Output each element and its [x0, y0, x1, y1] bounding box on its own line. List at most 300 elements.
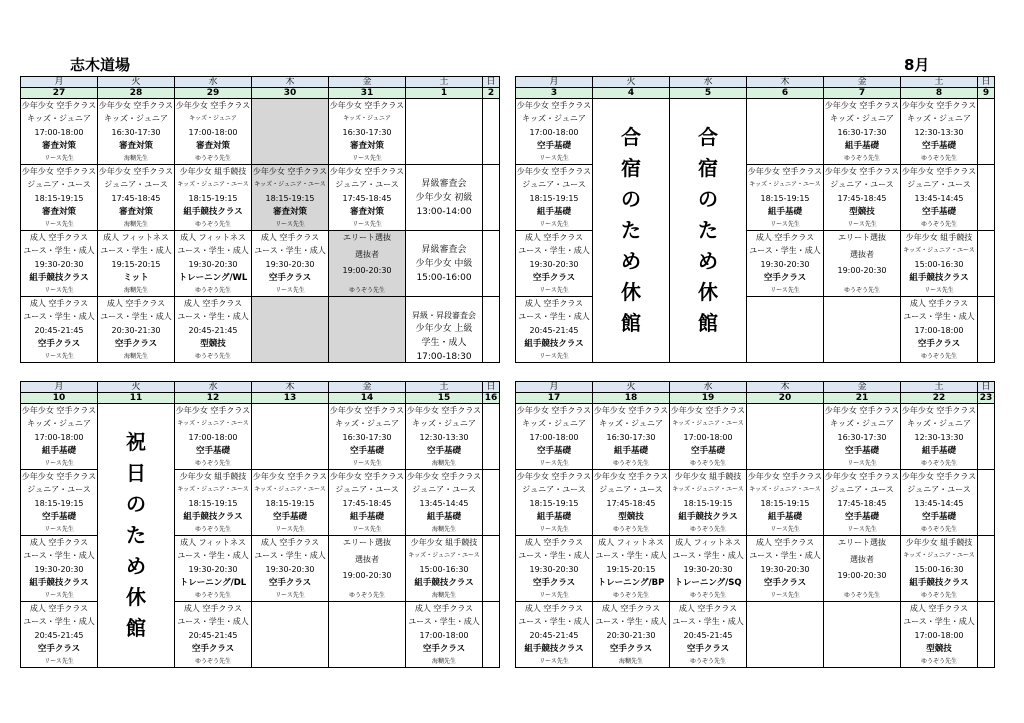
schedule-cell [747, 297, 824, 363]
class-instructor: ゆうぞう先生 [194, 155, 231, 162]
class-content: 空手クラス [268, 272, 312, 283]
class-entry [747, 165, 823, 230]
schedule-cell [252, 602, 329, 668]
class-time: 17:00-18:00 [529, 432, 579, 442]
class-entry [901, 99, 977, 164]
class-entry [593, 536, 669, 601]
class-target: キッズ・ジュニア [599, 419, 663, 429]
day-name-row [21, 382, 500, 393]
class-category: 少年少女 組手競技 [674, 472, 742, 481]
day-name: 火 [593, 382, 670, 393]
day-name: 土 [406, 77, 483, 88]
class-time: 20:45-21:45 [529, 325, 579, 335]
class-content: 空手基礎 [349, 445, 384, 456]
class-instructor: リース先生 [44, 155, 74, 162]
class-content: 空手クラス [763, 577, 807, 588]
schedule-cell [406, 99, 483, 165]
date-cell: 21 [824, 393, 901, 404]
class-entry [516, 297, 592, 362]
schedule-cell [824, 231, 901, 297]
week-table [20, 381, 500, 668]
class-content: 組手競技クラス [183, 511, 243, 522]
class-entry [901, 470, 977, 535]
class-entry [98, 297, 174, 362]
class-entry [329, 231, 405, 296]
class-instructor: リース先生 [924, 287, 954, 294]
schedule-cell [21, 165, 98, 231]
class-entry [901, 231, 977, 296]
date-cell: 15 [406, 393, 483, 404]
class-target: キッズ・ジュニア [189, 115, 237, 123]
day-name: 金 [329, 77, 406, 88]
class-time: 20:45-21:45 [188, 325, 238, 335]
date-cell: 30 [252, 88, 329, 99]
class-category: 成人 空手クラス [106, 299, 166, 308]
date-cell: 7 [824, 88, 901, 99]
class-instructor: リース先生 [275, 221, 305, 228]
class-time: 20:45-21:45 [188, 630, 238, 640]
class-content: 組手競技クラス [909, 577, 969, 588]
class-target: ジュニア・ユース [412, 485, 476, 495]
class-category: 少年少女 空手クラス [516, 167, 592, 176]
class-category: 成人 空手クラス [909, 604, 969, 613]
class-entry [252, 536, 328, 601]
schedule-cell [747, 470, 824, 536]
class-time: 20:45-21:45 [34, 325, 84, 335]
class-time: 19:30-20:30 [34, 259, 84, 269]
class-category: 成人 空手クラス [601, 604, 661, 613]
class-entry [670, 404, 746, 469]
day-name: 土 [406, 382, 483, 393]
class-category: 成人 空手クラス [909, 299, 969, 308]
closed-char: 休 [698, 280, 718, 304]
class-content: 型競技 [200, 338, 226, 349]
class-entry [21, 470, 97, 535]
class-time: 17:45-18:45 [111, 193, 161, 203]
class-category: 成人 フィットネス [598, 538, 664, 547]
closed-char: 館 [126, 616, 146, 640]
class-target: ユース・学生・成人 [254, 551, 326, 561]
class-time: 19:30-20:30 [188, 259, 238, 269]
exam-line: 昇級・昇段審査会 [412, 311, 476, 320]
schedule-cell [21, 470, 98, 536]
schedule-cell [252, 297, 329, 363]
exam-line: 学生・成人 [421, 338, 467, 348]
class-entry [175, 602, 251, 667]
schedule-cell [978, 536, 995, 602]
schedule-cell [978, 404, 995, 470]
schedule-cell [21, 536, 98, 602]
date-cell: 18 [593, 393, 670, 404]
schedule-cell [901, 404, 978, 470]
class-instructor: ゆうぞう先生 [612, 526, 649, 533]
class-entry [98, 165, 174, 230]
closed-char: 館 [621, 311, 641, 335]
class-target: キッズ・ジュニア・ユース [177, 181, 249, 189]
class-time: 18:15-19:15 [265, 498, 315, 508]
time-slot-row [21, 297, 500, 363]
time-slot-row [21, 536, 500, 602]
schedule-cell [252, 231, 329, 297]
class-content: 空手クラス [763, 272, 807, 283]
schedule-cell [406, 297, 483, 363]
class-entry [406, 404, 482, 469]
schedule-cell [516, 165, 593, 231]
day-name: 金 [824, 382, 901, 393]
date-cell: 8 [901, 88, 978, 99]
class-content: 審査対策 [41, 140, 76, 151]
date-cell: 28 [98, 88, 175, 99]
class-time: 18:15-19:15 [529, 193, 579, 203]
class-entry [593, 470, 669, 535]
class-target: 選抜者 [355, 249, 379, 259]
class-instructor: リース先生 [770, 221, 800, 228]
schedule-cell [175, 99, 252, 165]
class-time: 19:30-20:30 [265, 564, 315, 574]
schedule-cell [978, 165, 995, 231]
schedule-cell [406, 536, 483, 602]
class-instructor: 海糊先生 [123, 353, 148, 360]
date-cell: 23 [978, 393, 995, 404]
class-entry [406, 536, 482, 601]
class-category: エリート選抜 [343, 233, 391, 242]
class-target: ユース・学生・成人 [518, 246, 590, 256]
class-instructor: ゆうぞう先生 [920, 155, 957, 162]
class-content: 組手競技クラス [524, 643, 584, 654]
class-instructor: ゆうぞう先生 [194, 526, 231, 533]
class-content: 組手競技クラス [678, 511, 738, 522]
class-content: 空手基礎 [41, 511, 76, 522]
class-content: 審査対策 [272, 206, 307, 217]
class-instructor: リース先生 [539, 221, 569, 228]
class-category: 少年少女 空手クラス [593, 406, 669, 415]
class-target: キッズ・ジュニア・ユース [749, 181, 821, 189]
class-instructor: ゆうぞう先生 [612, 592, 649, 599]
class-time: 20:45-21:45 [529, 630, 579, 640]
class-category: 少年少女 空手クラス [747, 167, 823, 176]
schedule-cell [406, 404, 483, 470]
class-target: ユース・学生・成人 [595, 551, 667, 561]
class-entry [252, 470, 328, 535]
class-entry [175, 536, 251, 601]
class-category: 少年少女 空手クラス [747, 472, 823, 481]
class-instructor: リース先生 [44, 287, 74, 294]
class-target: ジュニア・ユース [522, 485, 586, 495]
closed-char: め [126, 554, 146, 578]
closed-char: 館 [698, 311, 718, 335]
class-target: キッズ・ジュニア・ユース [672, 486, 744, 494]
schedule-cell [516, 404, 593, 470]
class-entry [824, 231, 900, 296]
schedule-cell [670, 404, 747, 470]
class-instructor: 海糊先生 [431, 658, 456, 665]
class-entry [824, 536, 900, 601]
closed-char: 合 [698, 125, 718, 149]
class-time: 20:45-21:45 [683, 630, 733, 640]
class-category: 少年少女 空手クラス [824, 101, 900, 110]
class-entry [98, 231, 174, 296]
schedule-cell [175, 165, 252, 231]
time-slot-row [21, 404, 500, 470]
class-time: 13:45-14:45 [914, 193, 964, 203]
class-instructor: ゆうぞう先生 [920, 460, 957, 467]
schedule-cell [824, 404, 901, 470]
class-entry [406, 470, 482, 535]
class-entry [901, 536, 977, 601]
class-content: 組手基礎 [767, 511, 802, 522]
time-slot-row [516, 165, 995, 231]
class-instructor: リース先生 [275, 592, 305, 599]
class-time: 15:00-16:30 [914, 564, 964, 574]
schedule-cell [516, 470, 593, 536]
class-time: 17:45-18:45 [837, 193, 887, 203]
class-category: 成人 空手クラス [260, 538, 320, 547]
class-content: 組手基礎 [536, 511, 571, 522]
class-category: 成人 空手クラス [524, 604, 584, 613]
schedule-cell [329, 297, 406, 363]
closed-char: の [126, 492, 146, 516]
schedule-cell [978, 297, 995, 363]
class-time: 18:15-19:15 [683, 498, 733, 508]
date-row [516, 88, 995, 99]
schedule-cell [175, 231, 252, 297]
class-time: 20:30-21:30 [606, 630, 656, 640]
schedule-cell [824, 602, 901, 668]
class-category: 成人 空手クラス [29, 604, 89, 613]
class-category: 成人 空手クラス [755, 233, 815, 242]
closed-char: 合 [621, 125, 641, 149]
class-content: 組手競技クラス [29, 577, 89, 588]
date-cell: 3 [516, 88, 593, 99]
day-name: 水 [670, 77, 747, 88]
schedule-cell [329, 470, 406, 536]
class-category: 少年少女 空手クラス [406, 472, 482, 481]
class-entry [516, 165, 592, 230]
class-instructor: リース先生 [847, 526, 877, 533]
class-entry [824, 99, 900, 164]
class-category: 成人 空手クラス [260, 233, 320, 242]
class-entry [329, 165, 405, 230]
class-category: 成人 空手クラス [524, 538, 584, 547]
class-target: ジュニア・ユース [27, 485, 91, 495]
class-target: ユース・学生・成人 [749, 551, 821, 561]
day-name: 土 [901, 382, 978, 393]
schedule-cell [483, 231, 500, 297]
class-instructor: ゆうぞう先生 [194, 287, 231, 294]
class-content: トレーニング/DL [179, 577, 247, 588]
class-target: キッズ・ジュニア [412, 419, 476, 429]
class-time: 18:15-19:15 [529, 498, 579, 508]
class-entry [593, 404, 669, 469]
schedule-cell [824, 536, 901, 602]
class-target: ユース・学生・成人 [254, 246, 326, 256]
class-category: 少年少女 空手クラス [329, 406, 405, 415]
class-time: 17:00-18:00 [34, 127, 84, 137]
class-time: 17:00-18:00 [914, 630, 964, 640]
date-row [516, 393, 995, 404]
class-instructor: ゆうぞう先生 [843, 155, 880, 162]
class-target: キッズ・ジュニア・ユース [903, 552, 975, 560]
class-target: 選抜者 [850, 249, 874, 259]
class-instructor: リース先生 [275, 287, 305, 294]
class-time: 18:15-19:15 [188, 193, 238, 203]
class-entry [901, 404, 977, 469]
exam-line: 昇級審査会 [421, 179, 467, 189]
class-time: 17:45-18:45 [606, 498, 656, 508]
date-cell: 19 [670, 393, 747, 404]
class-entry [21, 602, 97, 667]
schedule-cell [593, 602, 670, 668]
class-content: 型競技 [849, 206, 875, 217]
class-category: 成人 空手クラス [183, 604, 243, 613]
class-instructor: リース先生 [770, 287, 800, 294]
class-category: 成人 フィットネス [180, 538, 246, 547]
class-category: 少年少女 空手クラス [329, 472, 405, 481]
week-table [515, 381, 995, 668]
class-entry [175, 297, 251, 362]
class-instructor: 海糊先生 [618, 658, 643, 665]
class-time: 19:30-20:30 [188, 564, 238, 574]
class-target: ユース・学生・成人 [903, 617, 975, 627]
class-target: キッズ・ジュニア [343, 115, 391, 123]
class-category: 少年少女 空手クラス [824, 472, 900, 481]
class-time: 19:30-20:30 [529, 259, 579, 269]
class-instructor: ゆうぞう先生 [194, 221, 231, 228]
schedule-cell [670, 602, 747, 668]
date-cell: 1 [406, 88, 483, 99]
schedule-cell [747, 99, 824, 165]
class-entry [21, 404, 97, 469]
class-target: キッズ・ジュニア [27, 419, 91, 429]
schedule-cell [747, 404, 824, 470]
class-category: 少年少女 空手クラス [21, 406, 97, 415]
class-content: 空手基礎 [195, 445, 230, 456]
class-target: キッズ・ジュニア [830, 419, 894, 429]
class-category: 成人 空手クラス [29, 538, 89, 547]
class-instructor: リース先生 [847, 460, 877, 467]
schedule-cell [516, 602, 593, 668]
day-name: 木 [747, 382, 824, 393]
class-instructor: リース先生 [539, 658, 569, 665]
class-target: キッズ・ジュニア・ユース [903, 247, 975, 255]
schedule-cell [252, 165, 329, 231]
class-content: 空手基礎 [921, 206, 956, 217]
schedule-cell [978, 99, 995, 165]
class-time: 16:30-17:30 [342, 432, 392, 442]
class-target: キッズ・ジュニア・ユース [672, 420, 744, 428]
class-time: 19:30-20:30 [529, 564, 579, 574]
class-content: ミット [123, 272, 149, 283]
class-target: キッズ・ジュニア・ユース [177, 420, 249, 428]
class-category: 少年少女 空手クラス [329, 101, 405, 110]
class-target: ユース・学生・成人 [177, 617, 249, 627]
class-target: ユース・学生・成人 [595, 617, 667, 627]
class-target: ユース・学生・成人 [672, 617, 744, 627]
class-target: ジュニア・ユース [27, 180, 91, 190]
time-slot-row [21, 165, 500, 231]
day-name: 木 [252, 77, 329, 88]
class-instructor: リース先生 [770, 592, 800, 599]
date-cell: 27 [21, 88, 98, 99]
closed-char: 宿 [698, 156, 718, 180]
class-instructor: ゆうぞう先生 [194, 658, 231, 665]
class-entry [329, 536, 405, 601]
class-time: 19:00-20:30 [342, 571, 392, 580]
class-instructor: ゆうぞう先生 [689, 526, 726, 533]
class-instructor: ゆうぞう先生 [920, 353, 957, 360]
class-time: 12:30-13:30 [914, 432, 964, 442]
class-instructor: リース先生 [539, 526, 569, 533]
class-content: 空手クラス [37, 338, 81, 349]
schedule-cell [901, 536, 978, 602]
schedule-cell [175, 297, 252, 363]
schedule-cell [175, 470, 252, 536]
schedule-cell [483, 536, 500, 602]
class-target: キッズ・ジュニア [522, 419, 586, 429]
schedule-cell [593, 536, 670, 602]
class-time: 17:00-18:00 [914, 325, 964, 335]
class-content: 組手競技クラス [183, 206, 243, 217]
class-target: ユース・学生・成人 [749, 246, 821, 256]
schedule-cell [406, 165, 483, 231]
class-time: 17:00-18:00 [34, 432, 84, 442]
class-target: キッズ・ジュニア・ユース [254, 486, 326, 494]
closed-notice [670, 99, 747, 363]
time-slot-row [21, 231, 500, 297]
class-target: ユース・学生・成人 [518, 312, 590, 322]
day-name: 火 [98, 382, 175, 393]
class-entry [824, 404, 900, 469]
closed-char: 休 [621, 280, 641, 304]
class-content: 空手基礎 [921, 511, 956, 522]
class-content: 組手基礎 [921, 445, 956, 456]
schedule-cell [516, 231, 593, 297]
day-name-row [516, 77, 995, 88]
schedule-cell [406, 602, 483, 668]
class-instructor: ゆうぞう先生 [194, 353, 231, 360]
day-name: 日 [978, 382, 995, 393]
schedule-cell [252, 470, 329, 536]
class-target: ユース・学生・成人 [672, 551, 744, 561]
class-target: ジュニア・ユース [335, 485, 399, 495]
schedule-cell [670, 536, 747, 602]
class-instructor: リース先生 [539, 353, 569, 360]
class-instructor: ゆうぞう先生 [348, 592, 385, 599]
class-time: 16:30-17:30 [342, 127, 392, 137]
schedule-cell [901, 99, 978, 165]
class-category: 少年少女 空手クラス [252, 472, 328, 481]
class-entry [175, 99, 251, 164]
schedule-cell [747, 536, 824, 602]
class-instructor: 海糊先生 [431, 592, 456, 599]
schedule-cell [901, 297, 978, 363]
schedule-cell [21, 297, 98, 363]
class-instructor: ゆうぞう先生 [920, 526, 957, 533]
class-content: 組手競技クラス [524, 338, 584, 349]
class-entry [824, 165, 900, 230]
exam-line: 13:00-14:00 [416, 207, 472, 217]
day-name: 日 [483, 382, 500, 393]
day-name: 水 [175, 382, 252, 393]
class-time: 17:45-18:45 [837, 498, 887, 508]
class-category: 少年少女 空手クラス [516, 406, 592, 415]
class-target: ジュニア・ユース [907, 180, 971, 190]
day-name-row [21, 77, 500, 88]
schedule-cell [901, 165, 978, 231]
schedule-cell [483, 99, 500, 165]
class-category: 少年少女 空手クラス [670, 406, 746, 415]
time-slot-row [21, 602, 500, 668]
